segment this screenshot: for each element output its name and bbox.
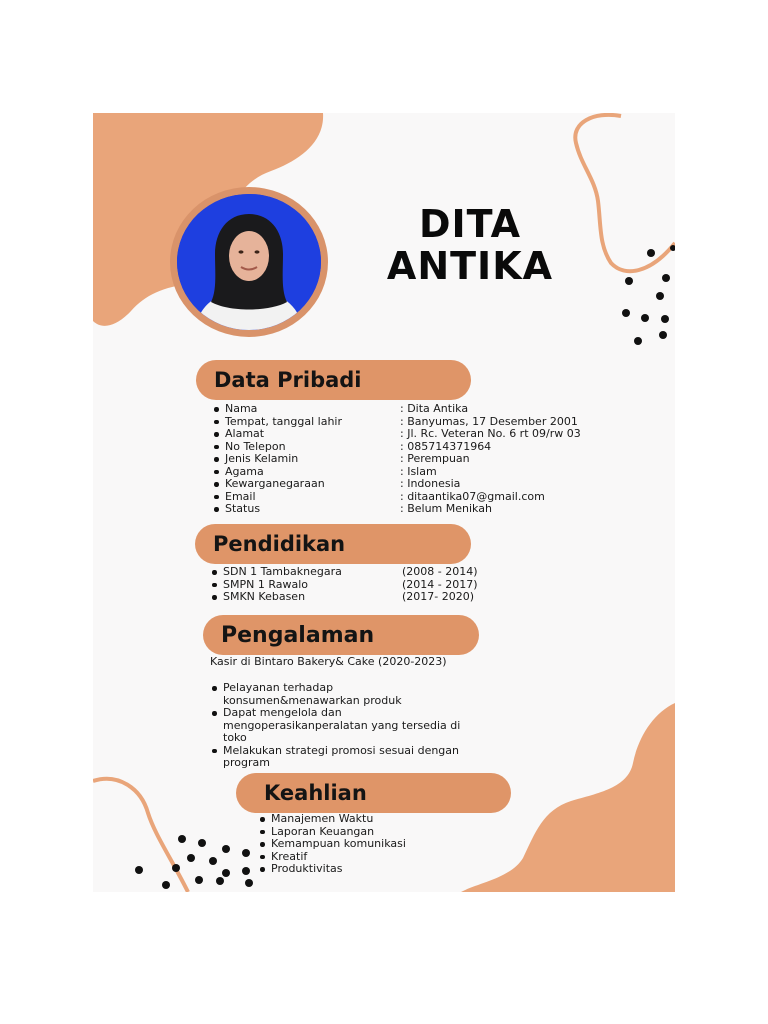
- list-item: [225, 478, 665, 491]
- name-first: DITA: [418, 202, 522, 246]
- item-line: mengoperasikanperalatan yang tersedia di: [223, 718, 461, 732]
- field-value: : Belum Menikah: [400, 502, 492, 515]
- field-label: Kewarganegaraan: [225, 477, 325, 490]
- list-item: Kemampuan komunikasi: [271, 838, 471, 851]
- school-years: (2008 - 2014): [402, 565, 478, 578]
- field-value: : Islam: [400, 464, 437, 478]
- field-value: : Dita Antika: [400, 402, 469, 415]
- list-item: [223, 591, 663, 604]
- list-item: [225, 403, 665, 416]
- school-years: (2014 - 2017): [402, 577, 478, 591]
- item-line: konsumen&menawarkan produk: [223, 693, 402, 707]
- field-value: : Jl. Rc. Veteran No. 6 rt 09/rw 03: [400, 427, 581, 440]
- item-line: Pelayanan terhadap: [223, 681, 334, 694]
- section-title: Pengalaman: [221, 622, 375, 648]
- experience-list: [223, 682, 483, 770]
- education-list: [223, 566, 663, 604]
- list-item: [223, 707, 483, 745]
- field-value: : 085714371964: [400, 439, 492, 453]
- field-value: : Indonesia: [400, 477, 461, 490]
- list-item: Kreatif: [271, 851, 471, 864]
- job-title: Kasir di Bintaro Bakery& Cake (2020-2023): [210, 655, 447, 668]
- list-item: [223, 566, 663, 579]
- section-title: Keahlian: [264, 781, 367, 805]
- list-item: [223, 682, 483, 707]
- list-item: Produktivitas: [271, 863, 471, 876]
- personal-data-list: [225, 403, 665, 516]
- field-label: Tempat, tanggal lahir: [225, 414, 342, 428]
- field-label: Alamat: [225, 427, 265, 440]
- full-name: [355, 203, 585, 287]
- item-line: program: [223, 756, 270, 769]
- person-avatar-icon: [177, 194, 321, 330]
- item-line: Melakukan strategi promosi sesuai dengan: [223, 743, 460, 757]
- list-item: Laporan Keuangan: [271, 826, 471, 839]
- field-label: Jenis Kelamin: [225, 452, 299, 465]
- profile-photo: [177, 194, 321, 330]
- bottom-left-curve: [93, 779, 188, 892]
- section-header-keahlian: [236, 773, 511, 813]
- school-name: SMKN Kebasen: [223, 590, 306, 603]
- school-name: SMPN 1 Rawalo: [223, 577, 308, 591]
- list-item: [225, 428, 665, 441]
- item-line: Dapat mengelola dan: [223, 706, 342, 719]
- field-label: Agama: [225, 464, 264, 478]
- item-line: toko: [223, 731, 247, 744]
- resume-page: [93, 113, 675, 892]
- field-value: : ditaantika07@gmail.com: [400, 489, 545, 503]
- top-right-curve: [575, 115, 675, 271]
- school-years: (2017- 2020): [402, 590, 475, 603]
- list-item: Manajemen Waktu: [271, 813, 471, 826]
- list-item: [225, 503, 665, 516]
- section-header-data-pribadi: [196, 360, 471, 400]
- field-label: No Telepon: [225, 439, 286, 453]
- section-title: Data Pribadi: [214, 368, 362, 392]
- section-header-pengalaman: [203, 615, 479, 655]
- section-header-pendidikan: [195, 524, 471, 564]
- field-value: : Perempuan: [400, 452, 470, 465]
- name-last: ANTIKA: [386, 244, 554, 288]
- section-title: Pendidikan: [213, 532, 346, 556]
- skills-list: [271, 813, 471, 876]
- field-label: Status: [225, 502, 261, 515]
- list-item: [225, 453, 665, 466]
- field-label: Nama: [225, 402, 258, 415]
- top-right-dots: [622, 245, 675, 345]
- list-item: [223, 745, 483, 770]
- school-name: SDN 1 Tambaknegara: [223, 565, 342, 578]
- field-label: Email: [225, 489, 256, 503]
- field-value: : Banyumas, 17 Desember 2001: [400, 414, 578, 428]
- bottom-left-dots: [135, 835, 253, 889]
